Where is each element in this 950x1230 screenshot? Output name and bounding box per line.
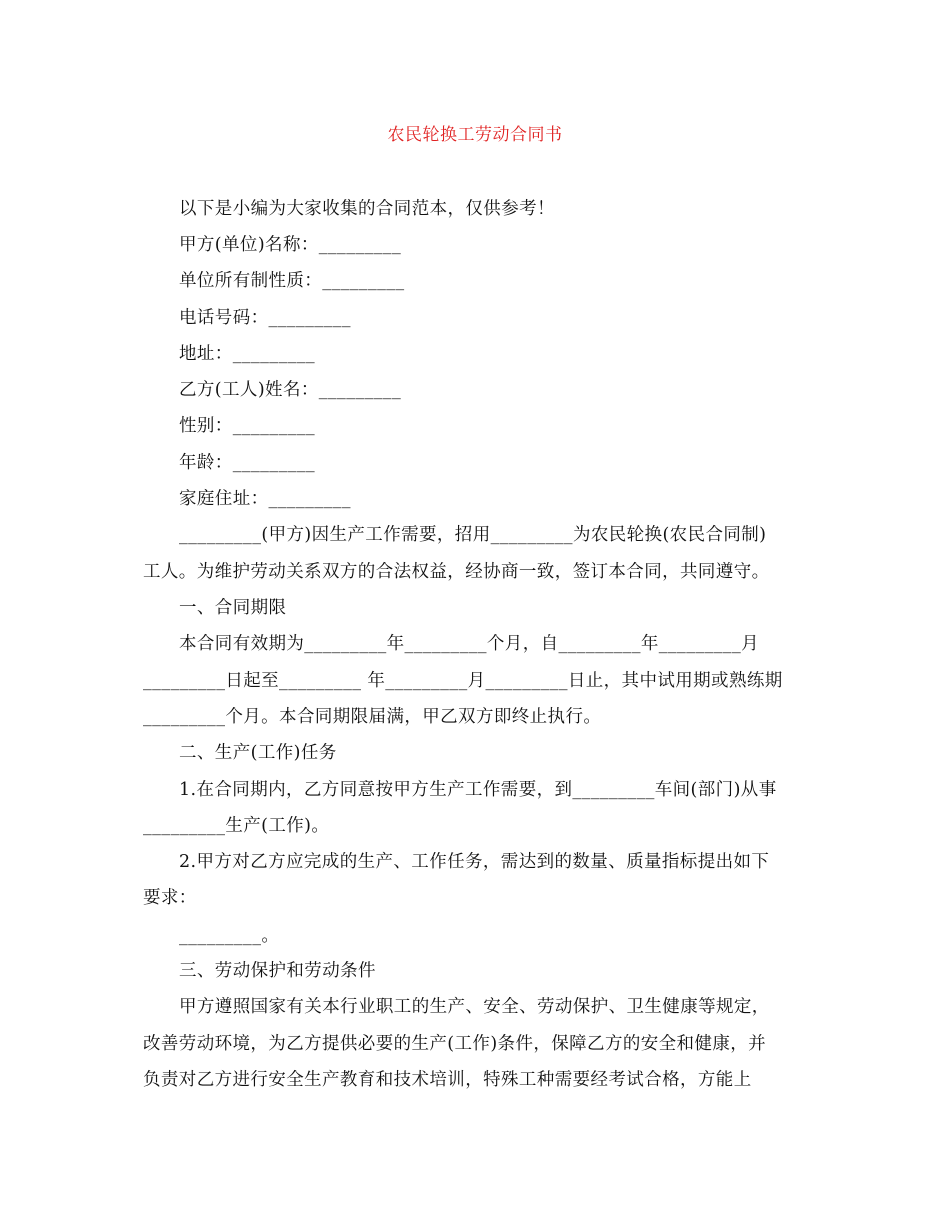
address-field: 地址：_________ xyxy=(179,344,316,364)
home-address-field: 家庭住址：_________ xyxy=(179,489,351,509)
party-b-name-field: 乙方(工人)姓名：_________ xyxy=(179,380,402,400)
paragraph-line: _________生产(工作)。 xyxy=(143,816,330,836)
party-a-name-field: 甲方(单位)名称：_________ xyxy=(179,235,402,255)
age-field: 年龄：_________ xyxy=(179,453,316,473)
phone-field: 电话号码：_________ xyxy=(179,308,351,328)
section-heading-term: 一、合同期限 xyxy=(179,598,287,618)
intro-line: 以下是小编为大家收集的合同范本，仅供参考！ xyxy=(179,199,555,219)
paragraph-line: _________日起至_________ 年_________月_________日止，其中试用期或熟练期 xyxy=(143,671,783,691)
section-heading-tasks: 二、生产(工作)任务 xyxy=(179,743,337,763)
paragraph-line: 要求： xyxy=(143,888,197,908)
paragraph-line: _________个月。本合同期限届满，甲乙双方即终止执行。 xyxy=(143,707,602,727)
paragraph-line: 负责对乙方进行安全生产教育和技术培训，特殊工种需要经考试合格，方能上 xyxy=(143,1070,752,1090)
gender-field: 性别：_________ xyxy=(179,416,316,436)
section-heading-protection: 三、劳动保护和劳动条件 xyxy=(179,961,376,981)
document-title: 农民轮换工劳动合同书 xyxy=(387,125,563,145)
paragraph-line: 改善劳动环境，为乙方提供必要的生产(工作)条件，保障乙方的安全和健康，并 xyxy=(143,1034,767,1054)
paragraph-line: _________(甲方)因生产工作需要，招用_________为农民轮换(农民合同制) xyxy=(179,525,767,545)
paragraph-line: 甲方遵照国家有关本行业职工的生产、安全、劳动保护、卫生健康等规定， xyxy=(179,997,770,1017)
paragraph-line: _________。 xyxy=(179,926,280,946)
ownership-field: 单位所有制性质：_________ xyxy=(179,271,405,291)
paragraph-line: 工人。为维护劳动关系双方的合法权益，经协商一致，签订本合同，共同遵守。 xyxy=(143,562,770,582)
paragraph-line: 2.甲方对乙方应完成的生产、工作任务，需达到的数量、质量指标提出如下 xyxy=(179,852,770,872)
paragraph-line: 1.在合同期内，乙方同意按甲方生产工作需要，到_________车间(部门)从事 xyxy=(179,780,777,800)
paragraph-line: 本合同有效期为_________年_________个月，自_________年_________月 xyxy=(179,634,759,654)
